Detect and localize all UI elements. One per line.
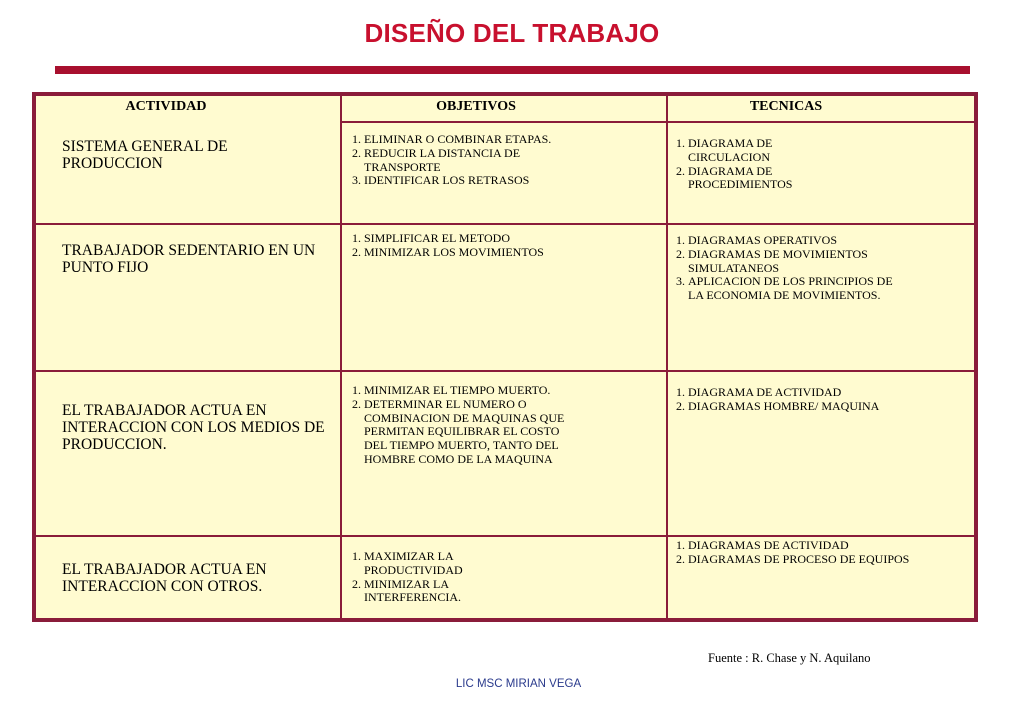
list-item: 1. DIAGRAMA DE ACTIVIDAD	[688, 386, 918, 400]
activity-cell: EL TRABAJADOR ACTUA EN INTERACCION CON LOS MEDIOS DE PRODUCCION.	[62, 402, 325, 453]
list-item: 3. APLICACION DE LOS PRINCIPIOS DE LA ECONOMIA DE MOVIMIENTOS.	[688, 275, 898, 303]
header-techniques: TECNICAS	[749, 99, 823, 114]
activity-cell: SISTEMA GENERAL DE PRODUCCION	[62, 138, 228, 172]
objectives-list	[348, 384, 579, 467]
list-item: 2. DIAGRAMA DE PROCEDIMIENTOS	[688, 165, 838, 193]
list-item: 2. DIAGRAMAS DE MOVIMIENTOS SIMULATANEOS	[688, 248, 898, 276]
activity-cell: EL TRABAJADOR ACTUA EN INTERACCION CON OTROS.	[62, 561, 267, 595]
techniques-list	[672, 539, 913, 567]
list-item: 2. MINIMIZAR LA INTERFERENCIA.	[364, 578, 524, 606]
list-item: 1. DIAGRAMA DE CIRCULACION	[688, 137, 838, 165]
list-item: 1. DIAGRAMAS DE ACTIVIDAD	[688, 539, 913, 553]
list-item: 2. DIAGRAMAS DE PROCESO DE EQUIPOS	[688, 553, 913, 567]
activity-cell: TRABAJADOR SEDENTARIO EN UN PUNTO FIJO	[62, 242, 316, 276]
design-table	[32, 92, 978, 622]
list-item: 2. DETERMINAR EL NUMERO O COMBINACION DE MAQUINAS QUE PERMITAN EQUILIBRAR EL COSTO DEL TIEMPO MUERTO, TANTO DEL HOMBRE COMO DE LA MAQUINA	[364, 398, 579, 467]
list-item: 1. ELIMINAR O COMBINAR ETAPAS.	[364, 133, 579, 147]
techniques-list	[672, 137, 838, 192]
title-underline	[55, 66, 970, 74]
header-divider	[340, 121, 974, 123]
source-note: Fuente : R. Chase y N. Aquilano	[708, 651, 871, 665]
list-item: 3. IDENTIFICAR LOS RETRASOS	[364, 174, 579, 188]
column-divider	[666, 96, 668, 618]
footer-author: LIC MSC MIRIAN VEGA	[455, 678, 582, 690]
techniques-list	[672, 234, 898, 303]
header-activity: ACTIVIDAD	[125, 99, 207, 114]
objectives-list	[348, 550, 524, 605]
header-objectives: OBJETIVOS	[436, 99, 516, 114]
list-item: 1. SIMPLIFICAR EL METODO	[364, 232, 584, 246]
list-item: 1. DIAGRAMAS OPERATIVOS	[688, 234, 898, 248]
column-divider	[340, 96, 342, 618]
row-divider	[36, 535, 974, 537]
list-item: 1. MAXIMIZAR LA PRODUCTIVIDAD	[364, 550, 524, 578]
list-item: 2. REDUCIR LA DISTANCIA DE TRANSPORTE	[364, 147, 579, 175]
row-divider	[36, 223, 974, 225]
page-title: DISEÑO DEL TRABAJO	[364, 18, 660, 48]
objectives-list	[348, 133, 579, 188]
list-item: 1. MINIMIZAR EL TIEMPO MUERTO.	[364, 384, 579, 398]
objectives-list	[348, 232, 584, 260]
list-item: 2. DIAGRAMAS HOMBRE/ MAQUINA	[688, 400, 918, 414]
row-divider	[36, 370, 974, 372]
techniques-list	[672, 386, 918, 414]
list-item: 2. MINIMIZAR LOS MOVIMIENTOS	[364, 246, 584, 260]
